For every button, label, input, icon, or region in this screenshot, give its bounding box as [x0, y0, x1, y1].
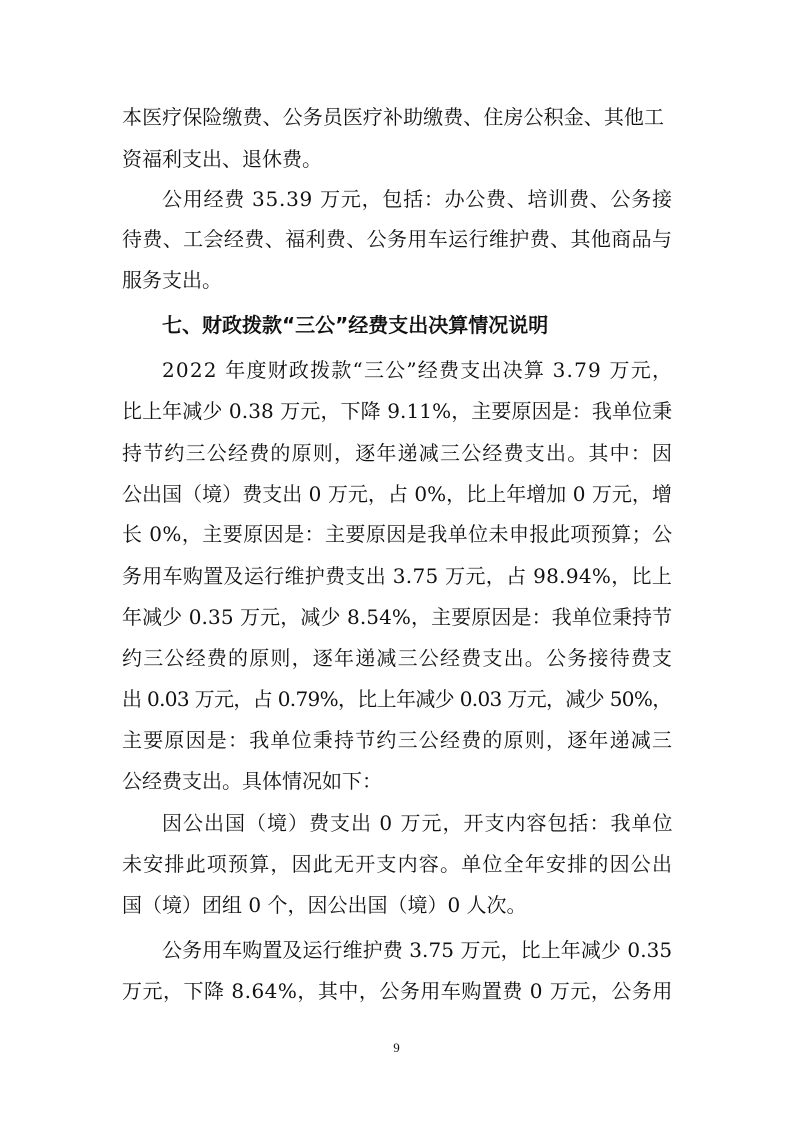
- body-text-line: [0, 392, 793, 430]
- body-text-line: [0, 845, 793, 883]
- line-text: 主要原因是：我单位秉持节约三公经费的原则，逐年递减三: [122, 728, 674, 752]
- body-text-line: [0, 180, 793, 218]
- line-text: 因公出国（境）费支出 0 万元，开支内容包括：我单位: [162, 811, 674, 835]
- body-text-line: [0, 351, 793, 389]
- body-text-line: [0, 261, 793, 299]
- body-text-line: [0, 140, 793, 178]
- line-text: 年减少 0.35 万元，减少 8.54%，主要原因是：我单位秉持节: [122, 605, 673, 629]
- line-text: 未安排此项预算，因此无开支内容。单位全年安排的因公出: [122, 852, 674, 876]
- line-text: 约三公经费的原则，逐年递减三公经费支出。公务接待费支: [122, 646, 674, 670]
- line-text: 公经费支出。具体情况如下：: [122, 769, 382, 793]
- body-text-line: [0, 804, 793, 842]
- body-text-line: [0, 434, 793, 472]
- line-text: 资福利支出、退休费。: [122, 147, 322, 171]
- line-text: 本医疗保险缴费、公务员医疗补助缴费、住房公积金、其他工: [122, 105, 665, 129]
- line-text: 2022 年度财政拨款“三公”经费支出决算 3.79 万元，: [162, 358, 674, 382]
- section-heading: [0, 306, 793, 344]
- line-text: 出 0.03 万元，占 0.79%，比上年减少 0.03 万元，减少 50%，: [122, 687, 672, 711]
- line-text: 比上年减少 0.38 万元，下降 9.11%，主要原因是：我单位秉: [122, 399, 673, 423]
- body-text-line: [0, 515, 793, 553]
- line-text: 长 0%，主要原因是：主要原因是我单位未申报此项预算；公: [122, 522, 673, 546]
- body-text-line: [0, 972, 793, 1010]
- body-text-line: [0, 98, 793, 136]
- page-number: 9: [393, 1040, 400, 1055]
- body-text-line: [0, 598, 793, 636]
- line-text: 公出国（境）费支出 0 万元，占 0%，比上年增加 0 万元，增: [122, 482, 672, 506]
- body-text-line: [0, 639, 793, 677]
- body-text-line: [0, 931, 793, 969]
- line-text: 公务用车购置及运行维护费 3.75 万元，比上年减少 0.35: [162, 938, 673, 962]
- body-text-line: [0, 886, 793, 924]
- line-text: 公用经费 35.39 万元，包括：办公费、培训费、公务接: [162, 187, 673, 211]
- body-text-line: [0, 557, 793, 595]
- heading-text: 七、财政拨款“三公”经费支出决算情况说明: [162, 313, 549, 337]
- line-text: 持节约三公经费的原则，逐年递减三公经费支出。其中：因: [122, 441, 674, 465]
- body-text-line: [0, 762, 793, 800]
- body-text-line: [0, 680, 793, 718]
- body-text-line: [0, 721, 793, 759]
- line-text: 务用车购置及运行维护费支出 3.75 万元，占 98.94%，比上: [122, 564, 673, 588]
- line-text: 待费、工会经费、福利费、公务用车运行维护费、其他商品与: [122, 227, 673, 251]
- line-text: 服务支出。: [122, 268, 222, 292]
- line-text: 国（境）团组 0 个，因公出国（境）0 人次。: [122, 893, 527, 917]
- body-text-line: [0, 475, 793, 513]
- body-text-line: [0, 220, 793, 258]
- line-text: 万元，下降 8.64%，其中，公务用车购置费 0 万元，公务用: [122, 979, 673, 1003]
